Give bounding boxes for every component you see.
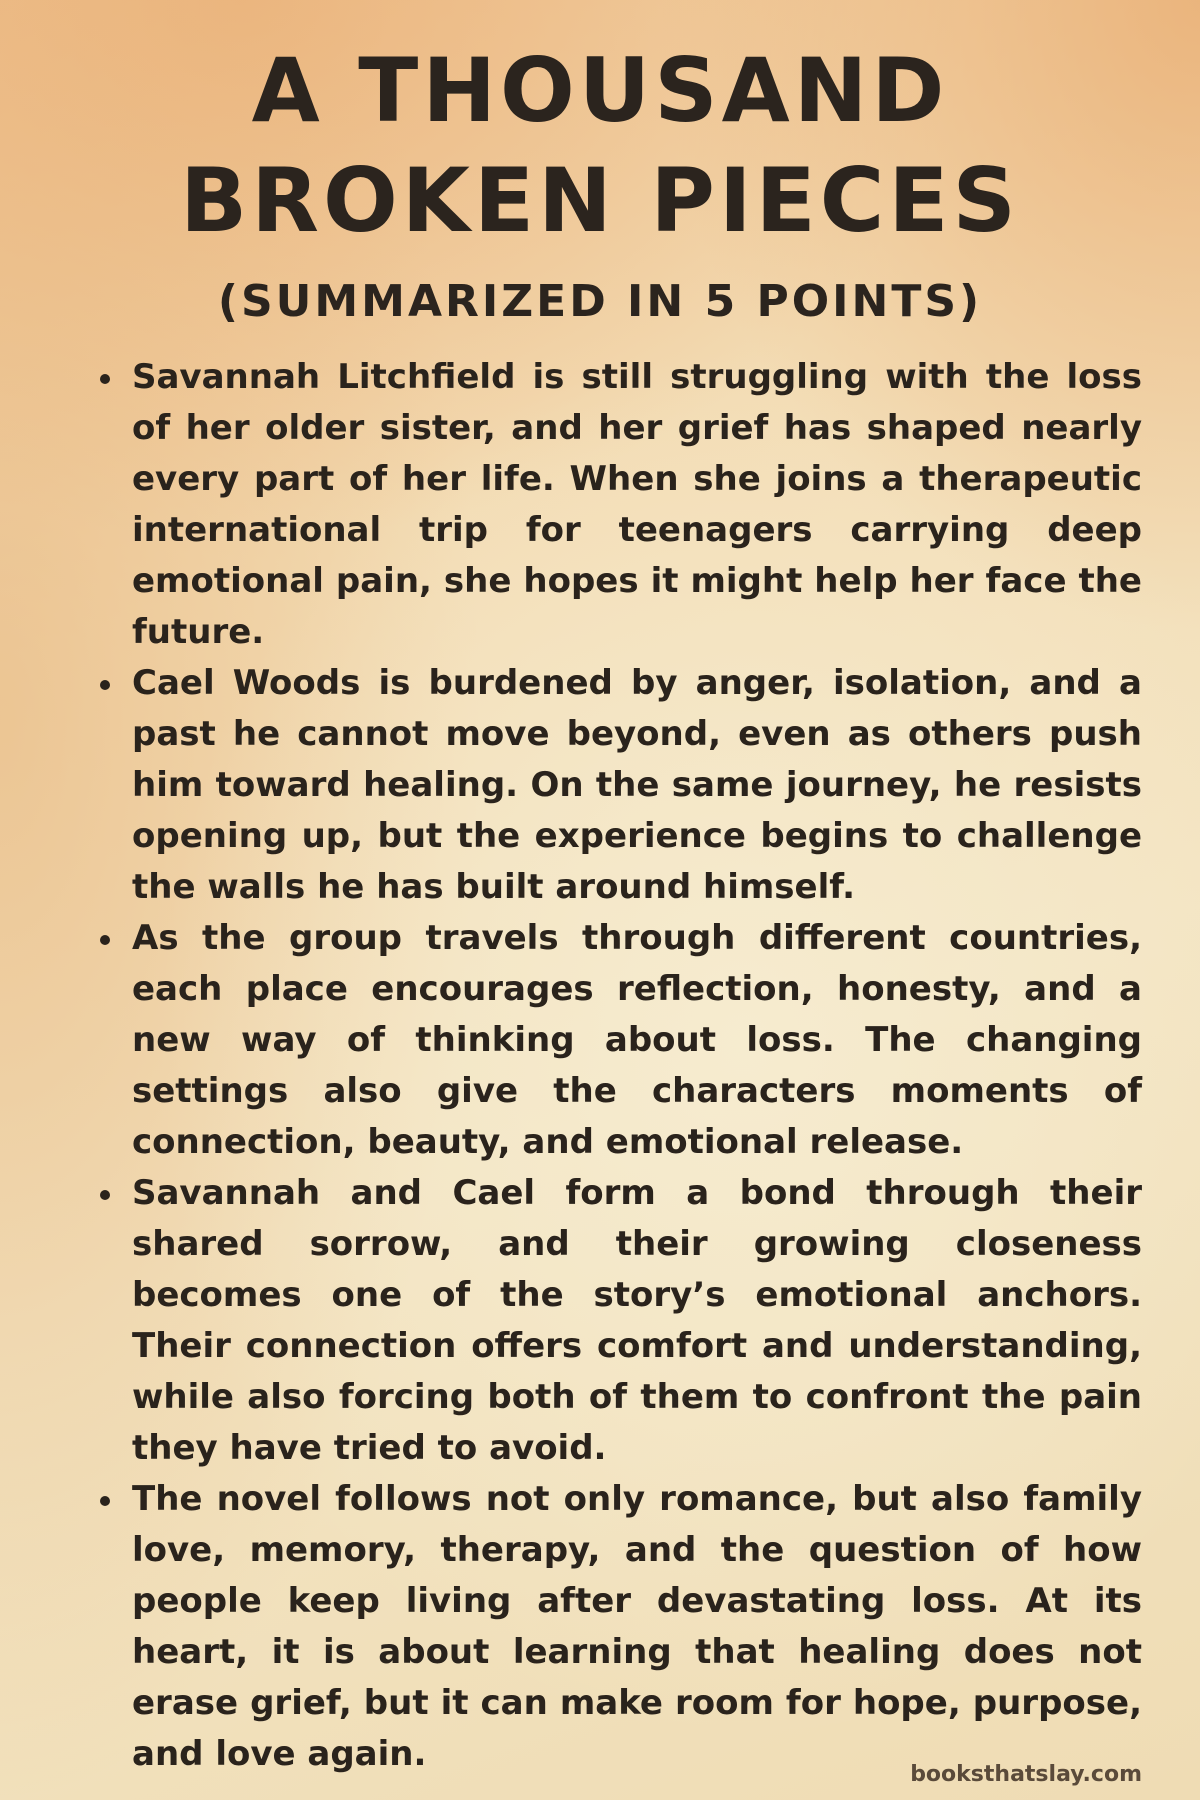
bullet-icon <box>100 374 110 384</box>
summary-point <box>96 1168 1142 1474</box>
summary-point-text: As the group travels through different countries, each place encourages reflection, honesty, and a new way of thinking about loss. The changing settings also give the characters moments of connection, beauty, and emotional release. <box>132 918 1142 1162</box>
subtitle: (SUMMARIZED IN 5 POINTS) <box>217 276 983 327</box>
bullet-icon <box>100 1496 110 1506</box>
summary-point-text: Savannah Litchfield is still struggling with the loss of her older sister, and her grief has shaped nearly every part of her life. When she joins a therapeutic international trip for teenagers carrying deep emotional pain, she hopes it might help her face the future. <box>132 357 1142 652</box>
summary-point <box>96 913 1142 1168</box>
site-watermark: booksthatslay.com <box>910 1762 1142 1787</box>
summary-point-text: Cael Woods is burdened by anger, isolation, and a past he cannot move beyond, even as others push him toward healing. On the same journey, he resists opening up, but the experience begins to challenge the walls he has built around himself. <box>132 663 1142 907</box>
bullet-icon <box>100 935 110 945</box>
summary-point <box>96 352 1142 658</box>
summary-point-text: The novel follows not only romance, but also family love, memory, therapy, and the question of how people keep living after devastating loss. At its heart, it is about learning that healing does not erase grief, but it can make room for hope, purpose, and love again. <box>132 1479 1142 1774</box>
bullet-icon <box>100 680 110 690</box>
bullet-icon <box>100 1190 110 1200</box>
summary-points-list <box>96 352 1142 1780</box>
summary-point <box>96 658 1142 913</box>
book-title: A THOUSAND BROKEN PIECES <box>180 39 1020 252</box>
summary-point-text: Savannah and Cael form a bond through their shared sorrow, and their growing closeness becomes one of the story’s emotional anchors. Their connection offers comfort and understanding, while also forcing both of them to confront the pain they have tried to avoid. <box>132 1173 1142 1468</box>
summary-point <box>96 1474 1142 1780</box>
